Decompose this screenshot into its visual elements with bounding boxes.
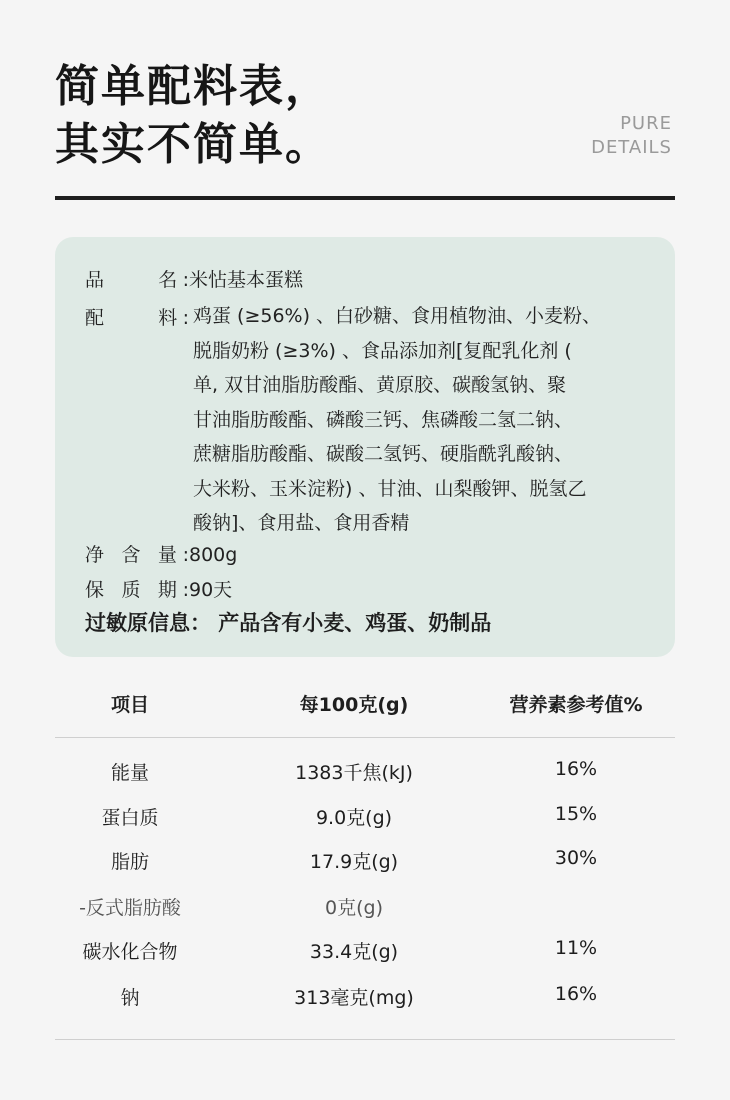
net-content-row — [85, 540, 237, 567]
shelf-life-label: 保 质 期: — [85, 579, 189, 601]
row-per100: 9.0克(g) — [315, 807, 393, 829]
table-row — [0, 937, 730, 967]
row-per100: 1383千焦(kJ) — [295, 762, 413, 784]
product-name-value: 米怗基本蛋糕 — [189, 269, 304, 291]
shelf-life-value: 90天 — [189, 579, 233, 601]
ingredients-line: 脱脂奶粉 (≥3%) 、食品添加剂[复配乳化剂 ( — [193, 339, 572, 362]
tagline-line-1: PURE — [620, 113, 672, 134]
table-row — [0, 847, 730, 877]
ingredients-line: 鸡蛋 (≥56%) 、白砂糖、食用植物油、小麦粉、 — [193, 305, 602, 327]
headline-line-2: 其实不简单。 — [55, 119, 331, 170]
ingredients-list — [193, 299, 601, 541]
product-name-row — [85, 265, 303, 292]
row-nrv: 15% — [554, 803, 598, 825]
header-nrv: 营养素参考值% — [509, 694, 643, 716]
row-per100: 0克(g) — [325, 897, 383, 919]
table-row — [0, 758, 730, 788]
table-bottom-divider — [55, 1039, 675, 1040]
shelf-life-row — [85, 575, 232, 602]
row-per100: 33.4克(g) — [309, 941, 399, 963]
header-item: 项目 — [110, 694, 150, 716]
tagline-line-2: DETAILS — [591, 137, 672, 158]
ingredients-line: 蔗糖脂肪酸酯、碳酸二氢钙、硬脂酰乳酸钠、 — [193, 443, 574, 465]
table-row — [0, 893, 730, 923]
header-per100: 每100克(g) — [299, 694, 409, 716]
ingredients-line: 单, 双甘油脂肪酸酯、黄原胶、碳酸氢钠、聚 — [193, 374, 567, 396]
net-content-value: 800g — [189, 544, 238, 566]
ingredients-label: 配 料: — [85, 307, 189, 329]
headline-line-1: 简单配料表， — [55, 61, 331, 112]
table-row — [0, 983, 730, 1013]
row-item: 蛋白质 — [101, 807, 159, 829]
row-item: 钠 — [120, 987, 140, 1009]
headline — [55, 58, 331, 174]
allergen-info: 过敏原信息： 产品含有小麦、鸡蛋、奶制品 — [85, 611, 492, 635]
row-nrv: 11% — [554, 937, 598, 959]
row-per100: 313毫克(mg) — [294, 987, 414, 1009]
top-divider — [55, 196, 675, 200]
ingredients-line: 甘油脂肪酸酯、磷酸三钙、焦磷酸二氢二钠、 — [193, 408, 574, 431]
row-per100: 17.9克(g) — [309, 851, 399, 873]
tagline — [591, 112, 672, 160]
table-row — [0, 803, 730, 833]
row-item: 能量 — [110, 762, 150, 784]
net-content-label: 净 含 量: — [85, 544, 189, 566]
row-nrv: 16% — [554, 983, 598, 1005]
row-nrv: 30% — [554, 847, 598, 869]
row-nrv: 16% — [554, 758, 598, 780]
ingredients-label-row — [85, 303, 189, 330]
product-info-card — [55, 237, 675, 657]
product-name-label: 品 名: — [85, 269, 189, 291]
row-item: 碳水化合物 — [82, 941, 178, 963]
row-item: 脂肪 — [110, 851, 150, 873]
ingredients-line: 大米粉、玉米淀粉) 、甘油、山梨酸钾、脱氢乙 — [193, 477, 587, 500]
row-item: -反式脂肪酸 — [79, 897, 181, 919]
table-header-divider — [55, 737, 675, 738]
ingredients-line: 酸钠]、食用盐、食用香精 — [193, 512, 410, 534]
